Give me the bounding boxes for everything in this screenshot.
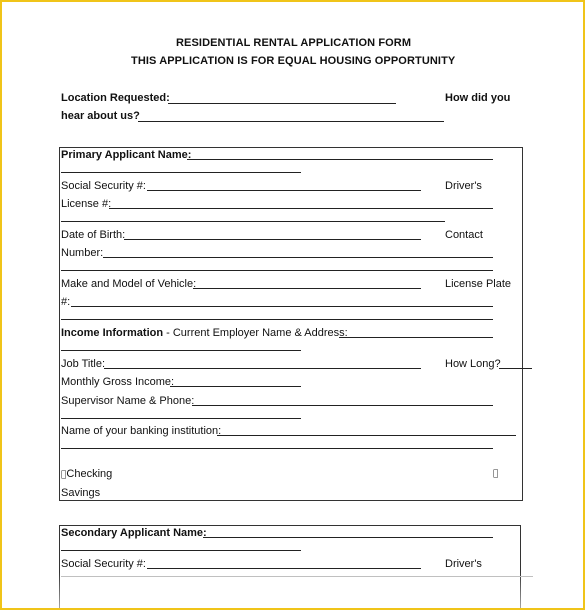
monthly-gross-income-label: Monthly Gross Income: [61,376,175,388]
checking-label: Checking [61,468,107,480]
supervisor-field[interactable] [192,405,493,406]
checkbox-icon[interactable] [493,468,498,481]
contact-label: Contact [445,229,483,241]
date-of-birth-field[interactable] [124,239,421,240]
location-requested-field[interactable] [168,103,396,104]
license-field-2[interactable] [61,221,445,222]
form-subtitle: THIS APPLICATION IS FOR EQUAL HOUSING OPPORTUNITY [131,55,456,67]
ssn-field[interactable] [147,190,421,191]
job-title-label: Job Title: [61,358,106,370]
location-requested-label: Location Requested: [61,92,170,104]
secondary-applicant-name-field-2[interactable] [61,550,301,551]
contact-number-label: Number: [61,247,104,259]
license-plate-field[interactable] [71,306,493,307]
license-plate-label: License Plate [445,278,512,290]
ssn-label: Social Security #: [61,180,146,192]
employer-field-2[interactable] [61,350,301,351]
vehicle-field[interactable] [193,288,421,289]
hear-about-us-field[interactable] [138,121,444,122]
license-plate-hash-label: #: [61,296,71,308]
contact-number-field-2[interactable] [61,270,493,271]
license-label: License #: [61,198,112,210]
supervisor-field-2[interactable] [61,418,301,419]
primary-applicant-name-label: Primary Applicant Name: [61,149,192,161]
license-field[interactable] [109,208,493,209]
secondary-applicant-name-field[interactable] [203,537,493,538]
contact-number-field[interactable] [103,257,493,258]
how-did-you-label: How did you [445,92,511,104]
employer-field[interactable] [339,337,493,338]
supervisor-label: Supervisor Name & Phone: [61,395,195,407]
how-long-field[interactable] [499,368,532,369]
secondary-applicant-name-label: Secondary Applicant Name: [61,527,207,539]
primary-applicant-name-field[interactable] [187,159,493,160]
drivers-label: Driver's [445,180,482,192]
secondary-drivers-label: Driver's [445,558,482,570]
secondary-ssn-field[interactable] [147,568,421,569]
bottom-fade [2,572,583,608]
hear-about-us-label: hear about us? [61,110,140,122]
vehicle-label: Make and Model of Vehicle: [61,278,197,290]
savings-label: Savings [61,487,101,499]
income-information-heading: Income Information [61,327,164,339]
income-information-label [61,327,348,340]
how-long-label: How Long? [445,358,501,370]
banking-institution-field-2[interactable] [61,448,493,449]
license-plate-field-2[interactable] [61,319,493,320]
job-title-field[interactable] [104,368,421,369]
primary-applicant-name-field-2[interactable] [61,172,301,173]
date-of-birth-label: Date of Birth: [61,229,126,241]
checking-option[interactable] [61,468,112,482]
secondary-ssn-label: Social Security #: [61,558,146,570]
form-title: RESIDENTIAL RENTAL APPLICATION FORM [176,37,412,49]
monthly-gross-income-field[interactable] [170,386,301,387]
banking-institution-label: Name of your banking institution: [61,425,222,437]
income-information-subheading: - Current Employer Name & Address: [163,327,348,339]
banking-institution-field[interactable] [217,435,516,436]
